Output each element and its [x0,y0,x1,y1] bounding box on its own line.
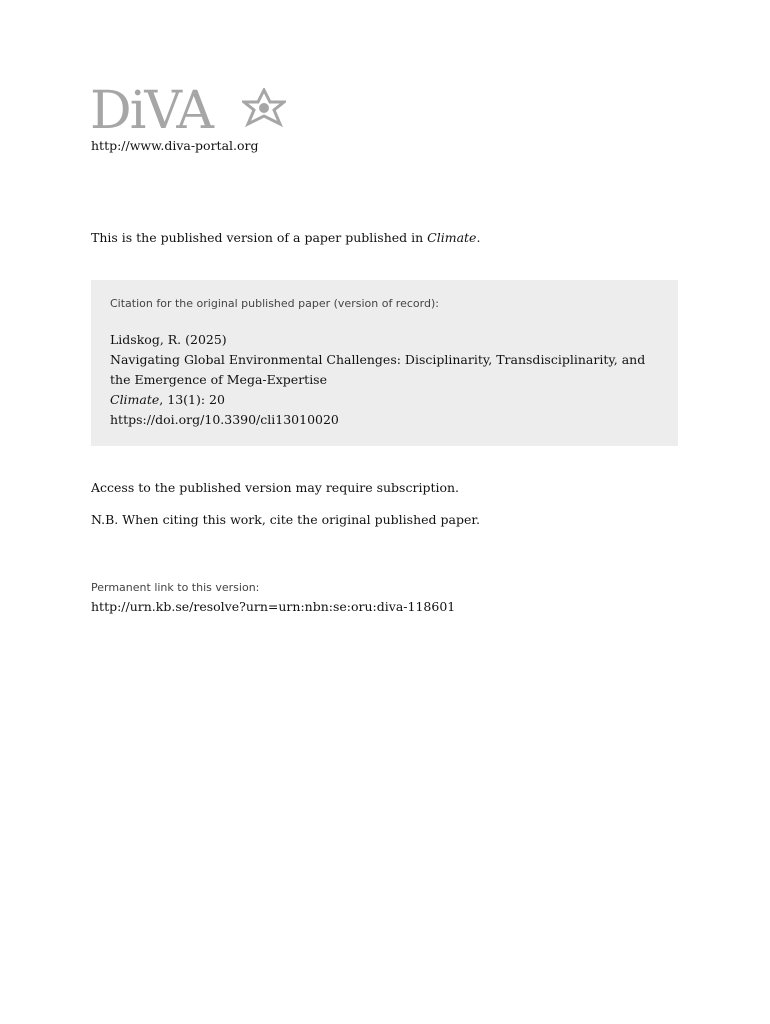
publication-intro [91,230,480,246]
diva-star-icon [242,88,286,132]
intro-journal: Climate [427,230,477,245]
nb-note: N.B. When citing this work, cite the original published paper. [91,512,480,527]
portal-url[interactable]: http://www.diva-portal.org [91,138,259,153]
citation-box [91,280,678,446]
diva-logo-text: DiVA [90,81,212,141]
citation-title-line-1: Navigating Global Environmental Challenges: Disciplinarity, Transdisciplinarity, and [110,352,646,367]
access-note: Access to the published version may require subscription. [91,480,460,495]
citation-volume: , 13(1): 20 [159,392,225,407]
intro-text: This is the published version of a paper published in [91,230,428,245]
citation-author: Lidskog, R. (2025) [110,332,227,347]
citation-details [110,330,645,430]
permanent-link-label: Permanent link to this version: [91,581,260,594]
permanent-link[interactable]: http://urn.kb.se/resolve?urn=urn:nbn:se:oru:diva-118601 [91,599,456,614]
intro-suffix: . [476,230,481,245]
citation-source [110,390,645,410]
citation-journal: Climate [110,392,160,407]
diva-logo [90,81,300,141]
citation-heading: Citation for the original published paper (version of record): [110,297,439,310]
citation-doi[interactable]: https://doi.org/10.3390/cli13010020 [110,412,339,427]
citation-title-line-2: the Emergence of Mega-Expertise [110,372,327,387]
